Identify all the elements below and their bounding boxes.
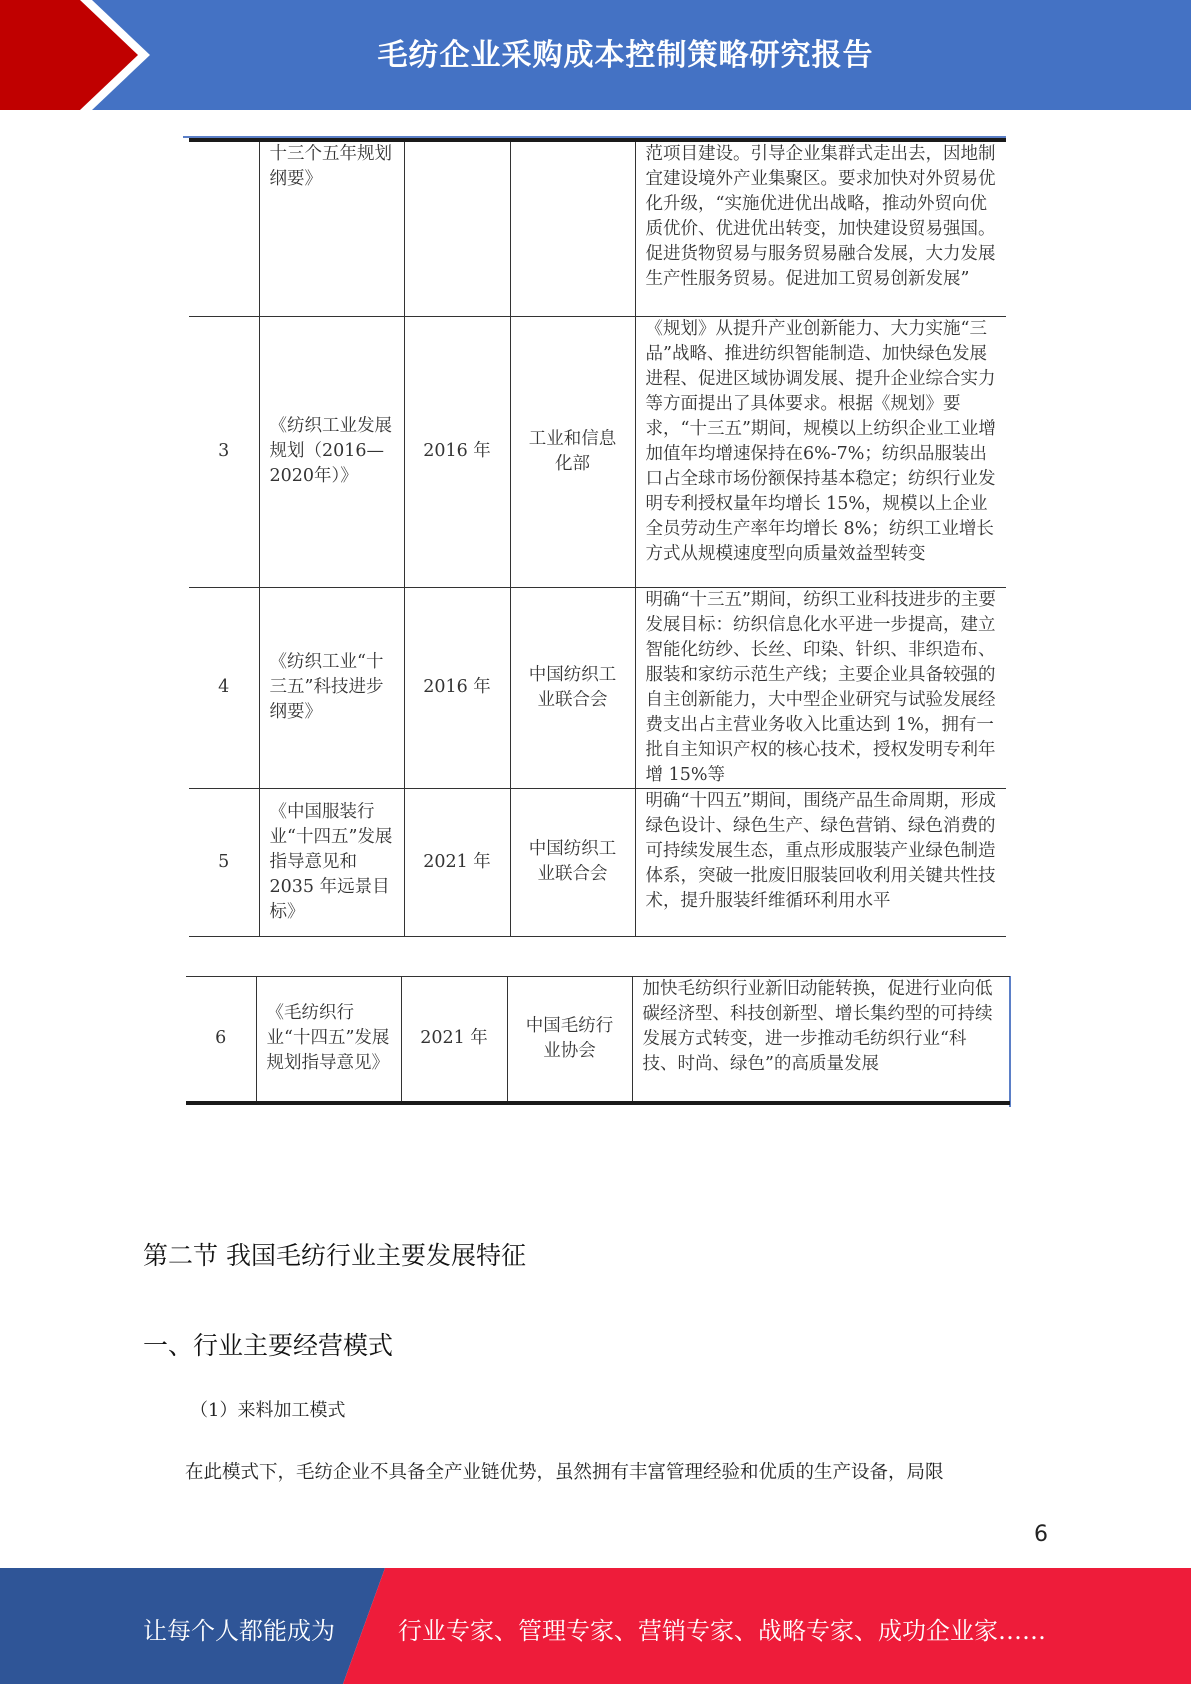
policy-description: 加快毛纺织行业新旧动能转换，促进行业向低碳经济型、科技创新型、增长集约型的可持续发展方式转变，进一步推动毛纺织行业“科技、时尚、绿色”的高质量发展 [632, 977, 1010, 1103]
policy-table-continued [189, 138, 1006, 937]
policy-year [404, 140, 510, 316]
table-row [189, 788, 1006, 936]
policy-table-fragment [186, 976, 1010, 1105]
policy-issuer: 中国纺织工业联合会 [510, 587, 635, 788]
table-row [189, 316, 1006, 587]
policy-description: 明确“十三五”期间，纺织工业科技进步的主要发展目标：纺织信息化水平进一步提高，建立智能化纺纱、长丝、印染、针织、非织造布、服装和家纺示范生产线；主要企业具备较强的自主创新能力，大中型企业研究与试验发展经费支出占主营业务收入比重达到 1%，拥有一批自主知识产权的核心技术，授权发明专利年增 15%等 [635, 587, 1006, 788]
page-header [0, 0, 1191, 110]
policy-name: 十三个五年规划纲要》 [259, 140, 404, 316]
item-label: （1）来料加工模式 [190, 1400, 346, 1421]
policy-name: 《纺织工业发展规划（2016—2020年）》 [259, 316, 404, 587]
row-number: 3 [189, 316, 259, 587]
table-row [189, 587, 1006, 788]
row-number: 6 [186, 977, 256, 1103]
policy-name: 《纺织工业“十三五”科技进步纲要》 [259, 587, 404, 788]
page-footer [0, 1568, 1191, 1684]
policy-issuer: 中国毛纺行业协会 [507, 977, 632, 1103]
policy-description: 《规划》从提升产业创新能力、大力实施“三品”战略、推进纺织智能制造、加快绿色发展进程、促进区域协调发展、提升企业综合实力等方面提出了具体要求。根据《规划》要求，“十三五”期间，规模以上纺织企业工业增加值年均增速保持在6%-7%；纺织品服装出口占全球市场份额保持基本稳定；纺织行业发明专利授权量年均增长 15%，规模以上企业全员劳动生产率年均增长 8%；纺织工业增长方式从规模速度型向质量效益型转变 [635, 316, 1006, 587]
body-paragraph: 在此模式下，毛纺企业不具备全产业链优势，虽然拥有丰富管理经验和优质的生产设备，局限 [185, 1462, 944, 1483]
page-number: 6 [1034, 1522, 1048, 1547]
policy-description: 明确“十四五”期间，围绕产品生命周期，形成绿色设计、绿色生产、绿色营销、绿色消费的可持续发展生态，重点形成服装产业绿色制造体系，突破一批废旧服装回收利用关键共性技术，提升服装纤维循环利用水平 [635, 788, 1006, 936]
section-heading: 第二节 我国毛纺行业主要发展特征 [143, 1241, 526, 1270]
policy-year: 2021 年 [401, 977, 507, 1103]
policy-issuer: 工业和信息化部 [510, 316, 635, 587]
policy-description: 范项目建设。引导企业集群式走出去，因地制宜建设境外产业集聚区。要求加快对外贸易优化升级，“实施优进优出战略，推动外贸向优质优价、优进优出转变，加快建设贸易强国。促进货物贸易与服务贸易融合发展，大力发展生产性服务贸易。促进加工贸易创新发展” [635, 140, 1006, 316]
row-number: 4 [189, 587, 259, 788]
policy-name: 《毛纺织行业“十四五”发展规划指导意见》 [256, 977, 401, 1103]
footer-slogan-right: 行业专家、管理专家、营销专家、战略专家、成功企业家…… [398, 1617, 1046, 1645]
sub-section-heading: 一、行业主要经营模式 [143, 1331, 394, 1360]
table-row [186, 977, 1010, 1103]
footer-slogan-left: 让每个人都能成为 [143, 1617, 335, 1645]
policy-issuer: 中国纺织工业联合会 [510, 788, 635, 936]
policy-year: 2016 年 [404, 587, 510, 788]
policy-year: 2021 年 [404, 788, 510, 936]
report-title: 毛纺企业采购成本控制策略研究报告 [377, 38, 874, 73]
table-row [189, 140, 1006, 316]
policy-name: 《中国服装行业“十四五”发展指导意见和 2035 年远景目标》 [259, 788, 404, 936]
policy-issuer [510, 140, 635, 316]
row-number [189, 140, 259, 316]
policy-year: 2016 年 [404, 316, 510, 587]
row-number: 5 [189, 788, 259, 936]
